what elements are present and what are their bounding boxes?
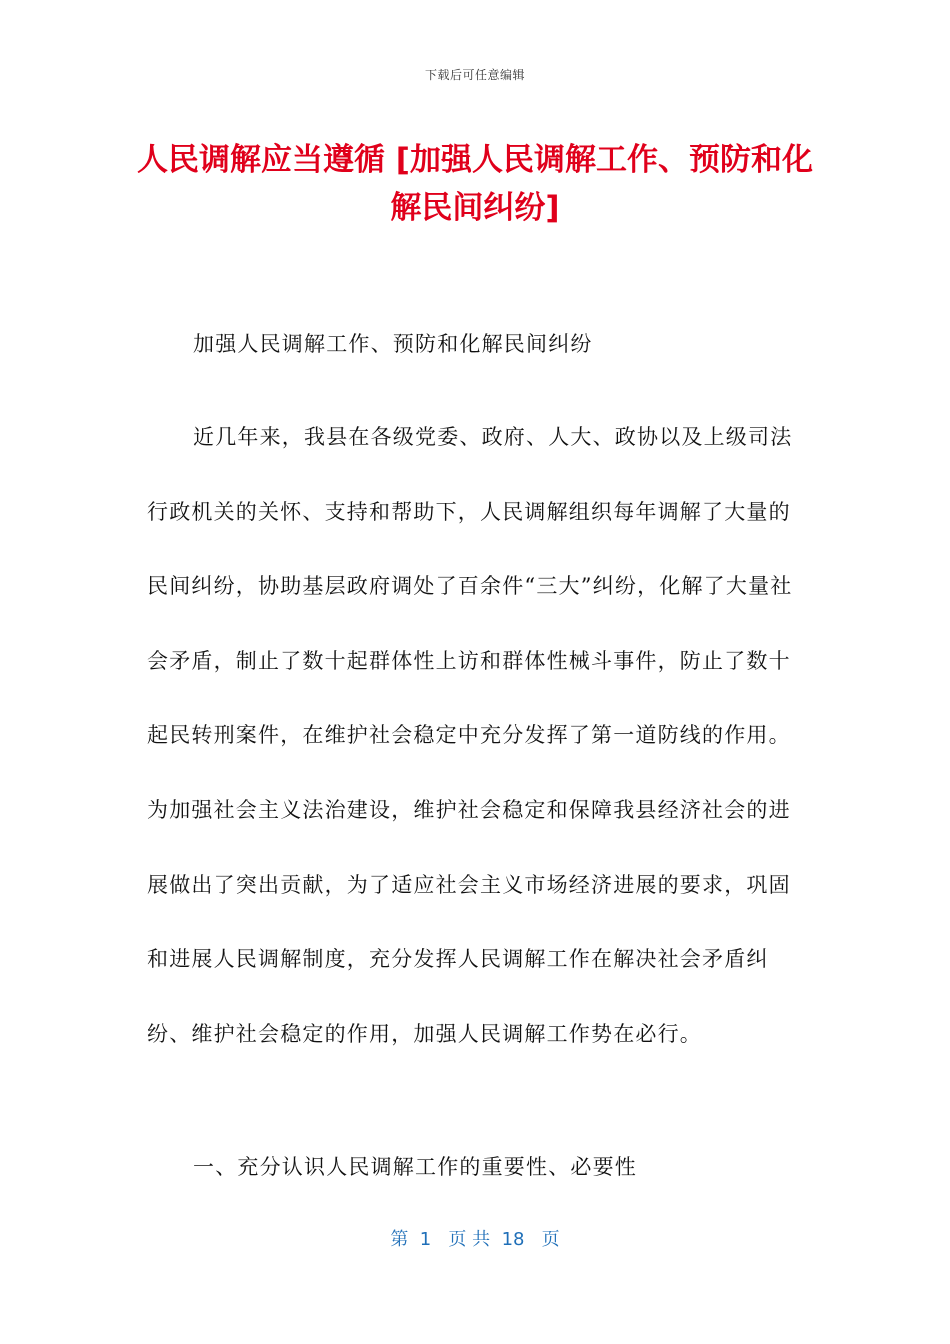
header-note: 下载后可任意编辑 [424,68,525,82]
document-title: 人民调解应当遵循 [加强人民调解工作、预防和化解民间纠纷] [137,142,813,226]
page-indicator: 第 1 页 共 18 页 [390,1229,560,1250]
body-paragraph: 近几年来，我县在各级党委、政府、人大、政协以及上级司法行政机关的关怀、支持和帮助下，人民调解组织每年调解了大量的民间纠纷，协助基层政府调处了百余件“三大”纠纷，化解了大量社会矛盾，制止了数十起群体性上访和群体性械斗事件，防止了数十起民转刑案件，在维护社会稳定中充分发挥了第一道防线的作用。为加强社会主义法治建设，维护社会稳定和保障我县经济社会的进展做出了突出贡献，为了适应社会主义市场经济进展的要求，巩固和进展人民调解制度，充分发挥人民调解工作在解决社会矛盾纠纷、维护社会稳定的作用，加强人民调解工作势在必行。 [147,425,793,1046]
document-subtitle: 加强人民调解工作、预防和化解民间纠纷 [193,332,593,356]
section-heading: 一、充分认识人民调解工作的重要性、必要性 [193,1155,637,1179]
